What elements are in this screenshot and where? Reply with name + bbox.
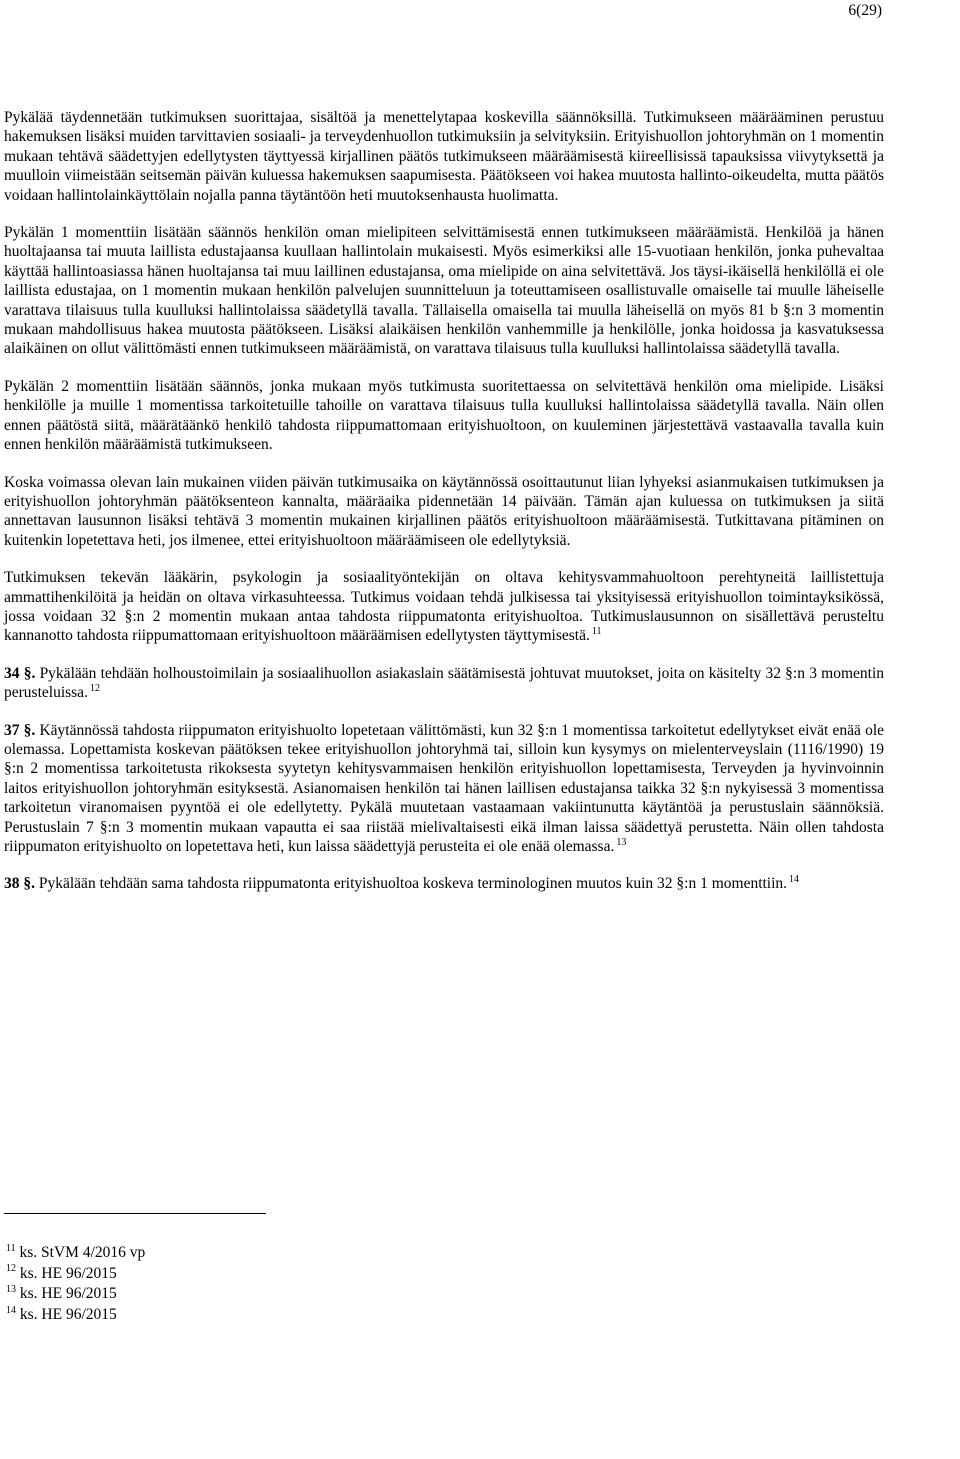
section-text: Pykälään tehdään holhoustoimilain ja sosiaalihuollon asiakaslain säätämisestä johtuvat muutokset, joita on käsitelty 32 §:n 3 momentin perusteluissa. — [4, 664, 885, 702]
footnote-ref[interactable]: 13 — [616, 836, 627, 848]
section-number: 34 §. — [4, 664, 36, 682]
section-text: Käytännössä tahdosta riippumaton erityishuolto lopetetaan välittömästi, kun 32 §:n 1 momentissa tarkoitetut edellytykset eivät enää ole olemassa. Lopettamista koskevan päätöksen tekee erityishuollon johtoryhmä tai, silloin kun kysymys on mielenterveyslain (1116/1990) 19 §:n 2 momentissa tarkoitetusta rikoksesta syytetyn kehitysvammaisen henkilön erityishuollon lopettamisesta, Terveyden ja hyvinvoinnin laitos erityishuollon johtoryhmän esityksestä. Asianomaisen henkilön tai hänen laillisen edustajansa taikka 32 §:n nykyisessä 3 momentissa tarkoitetun viranomaisen pyyntöä ei ole edellytetty. Pykälä muutetaan vastaamaan vakiintunutta käytäntöä ja perustuslain säännöksiä. Perustuslain 7 §:n 3 momentin mukaan vapautta ei saa riistää mielivaltaisesti eikä ilman laissa säädettyä perustetta. Näin ollen tahdosta riippumaton erityishuolto on lopetettava heti, kun laissa säädettyjä perusteita ei ole enää olemassa. — [4, 721, 885, 855]
section-34 — [4, 664, 884, 703]
paragraph-2: Pykälän 1 momenttiin lisätään säännös henkilön oman mielipiteen selvittämisestä ennen tutkimukseen määräämistä. Henkilöä ja hänen huoltajaansa tai muuta laillista edustajaansa kuullaan hallintolain mukaisesti. Myös esimerkiksi alle 15-vuotiaan henkilön, jonka puhevaltaa käyttää hallintoasiassa hänen huoltajansa tai muu laillinen edustajansa, oma mielipide on aina selvitettävä. Jos täysi-ikäisellä henkilöllä ei ole laillista edustajaa, on 1 momentin mukaan henkilön palvelujen suunnitteluun ja toteuttamiseen osallistuvalle omaiselle tai muulle läheiselle varattava tilaisuus tulla kuulluksi hallintolaissa säädetyllä tavalla. Tällaisella omaisella tai muulla läheisellä on myös 81 b §:n 3 momentin mukaan mahdollisuus hakea muutosta päätökseen. Lisäksi alaikäisen henkilön vanhemmille ja henkilölle, jonka hoidossa ja kasvatuksessa alaikäinen on ollut välittömästi ennen tutkimukseen määräämistä, on varattava tilaisuus tulla kuulluksi hallintolaissa säädetyllä tavalla. — [4, 224, 884, 358]
footnote-ref[interactable]: 11 — [591, 626, 602, 638]
document-body — [4, 108, 884, 912]
section-number: 38 §. — [4, 875, 35, 893]
footnote-number: 12 — [6, 1263, 16, 1275]
footnote-text: ks. HE 96/2015 — [19, 1285, 117, 1303]
page-number: 6(29) — [848, 2, 882, 19]
section-37 — [4, 721, 884, 857]
paragraph-1: Pykälää täydennetään tutkimuksen suorittajaa, sisältöä ja menettelytapaa koskevilla säännöksillä. Tutkimukseen määrääminen perustuu hakemuksen lisäksi muiden tarvittavien sosiaali- ja terveydenhuollon tutkimuksiin ja selvityksiin. Erityishuollon johtoryhmän on 1 momentin mukaan tehtävä säädettyjen edellytysten täyttyessä kirjallinen päätös tutkimukseen määräämisestä kiireellisissä tapauksissa viivytyksettä ja muulloin viimeistään seitsemän päivän kuluessa hakemuksen saapumisesta. Päätökseen voi hakea muutosta hallinto-oikeudelta, mutta päätös voidaan hallintolainkäyttölain nojalla panna täytäntöön heti muutoksenhausta huolimatta. — [4, 109, 884, 204]
footnote-text: ks. StVM 4/2016 vp — [19, 1244, 146, 1261]
footnote-12 — [4, 1264, 504, 1285]
footnote-text: ks. HE 96/2015 — [19, 1264, 117, 1282]
footnote-ref[interactable]: 14 — [789, 874, 800, 886]
paragraph-5-text: Tutkimuksen tekevän lääkärin, psykologin ja sosiaalityöntekijän on oltava kehitysvammahuoltoon perehtyneitä laillistettuja ammattihenkilöitä ja heidän on oltava virkasuhteessa. Tutkimus voidaan tehdä julkisessa tai yksityisessä erityishuollon toimintayksikössä, jossa voidaan 32 §:n 2 momentin mukaan antaa tahdosta riippumatonta erityishuoltoa. Tutkimuslausunnon on sisällettävä perusteltu kannanotto tahdosta riippumattomaan erityishuoltoon määräämisen edellytysten täyttymisestä. — [4, 569, 884, 645]
paragraph-3: Pykälän 2 momenttiin lisätään säännös, jonka mukaan myös tutkimusta suoritettaessa on selvitettävä henkilön oma mielipide. Lisäksi henkilölle ja muille 1 momentissa tarkoitetuille tahoille on varattava tilaisuus tulla kuulluksi hallintolaissa säädetyllä tavalla. Näin ollen ennen päätöstä siitä, määrätäänkö henkilö tahdosta riippumattomaan erityishuoltoon, on kuuleminen järjestettävä vastaavalla tavalla kuin ennen henkilön määräämistä tutkimukseen. — [4, 377, 884, 454]
paragraph-4: Koska voimassa olevan lain mukainen viiden päivän tutkimusaika on käytännössä osoittautunut liian lyhyeksi asianmukaisen tutkimuksen ja erityishuollon johtoryhmän päätöksenteon kannalta, määräaika pidennetään 14 päivään. Tämän ajan kuluessa on tutkimuksen ja siitä annettavan lausunnon lisäksi tehtävä 3 momentin mukainen kirjallinen päätös erityishuoltoon määräämisestä. Tutkittavana pitäminen on kuitenkin lopetettava heti, jos ilmenee, ettei erityishuoltoon määräämiseen ole edellytyksiä. — [4, 473, 884, 549]
footnote-divider — [4, 1213, 266, 1214]
footnote-13 — [4, 1284, 504, 1305]
footnote-11 — [4, 1243, 504, 1264]
section-38 — [4, 874, 884, 893]
paragraph-5 — [4, 568, 884, 646]
footnote-ref[interactable]: 12 — [89, 683, 100, 694]
footnote-14 — [4, 1305, 504, 1326]
footnotes — [4, 1243, 504, 1325]
footnote-text: ks. HE 96/2015 — [19, 1305, 117, 1323]
section-text: Pykälään tehdään sama tahdosta riippumatonta erityishuoltoa koskeva terminologinen muutos kuin 32 §:n 1 momenttiin. — [38, 875, 788, 893]
footnote-number: 14 — [6, 1304, 16, 1316]
footnote-number: 13 — [6, 1284, 16, 1296]
footnote-number: 11 — [6, 1242, 16, 1254]
section-number: 37 §. — [4, 721, 36, 739]
